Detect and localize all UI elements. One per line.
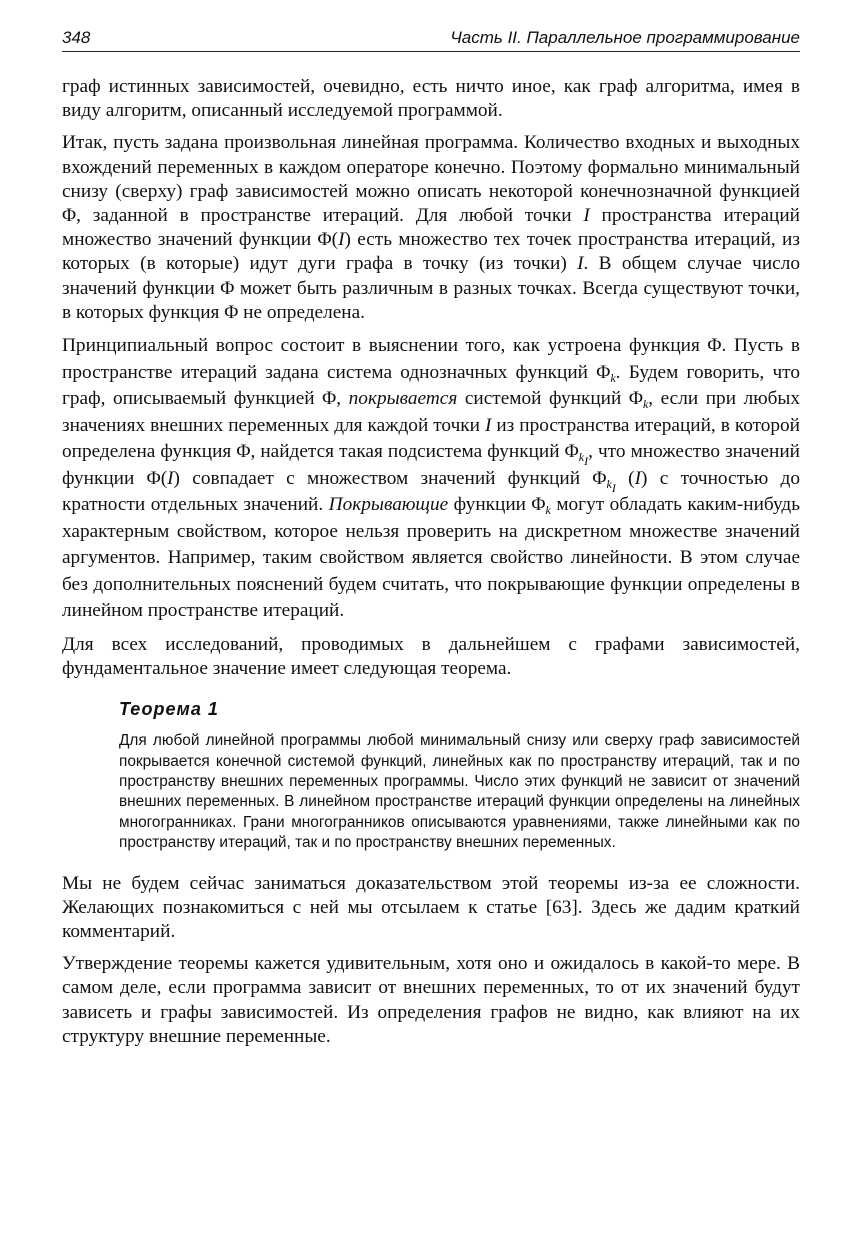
text-run: ( xyxy=(615,467,635,489)
running-title: Часть II. Параллельное программирование xyxy=(450,28,800,47)
paragraph-5: Мы не будем сейчас заниматься доказательством этой теоремы из-за ее сложности. Желающих познакомиться с ней мы отсылаем к статье [63]. Здесь же дадим краткий комментарий. xyxy=(62,872,800,942)
paragraph-3 xyxy=(62,333,800,625)
paragraph-4: Для всех исследований, проводимых в дальнейшем с графами зависимостей, фундаментальное значение имеет следующая теорема. xyxy=(62,633,800,679)
subscript-kI xyxy=(606,476,616,495)
book-page xyxy=(62,28,800,1057)
page-number: 348 xyxy=(62,28,91,47)
body-text xyxy=(62,75,800,1049)
var-I: I xyxy=(338,229,345,251)
text-run: ) есть множество тех точек пространства итераций, из которых (в которые) идут дуги графа в точку (из точки) xyxy=(62,229,800,275)
text-run: системой функций Φ xyxy=(457,388,643,410)
paragraph-1: граф истинных зависимостей, очевидно, есть ничто иное, как граф алгоритма, имея в виду алгоритм, описанный исследуемой программой. xyxy=(62,76,800,122)
text-run: Итак, пусть задана произвольная линейная программа. Количество входных и выходных вхождений переменных в каждом операторе конечно. Поэтому формально минимальный снизу (сверху) граф зависимостей можно описать некоторой конечнозначной функцией Φ, заданной в пространстве итераций. Для любой точки xyxy=(62,132,800,227)
var-I: I xyxy=(167,467,174,489)
subscript-I: I xyxy=(611,480,616,495)
subscript-k: k xyxy=(610,370,616,385)
subscript-kI xyxy=(578,450,589,469)
paragraph-6: Утверждение теоремы кажется удивительным, хотя оно и ожидалось в какой-то мере. В самом деле, если программа зависит от внешних переменных, то от их значений будут зависеть и графы зависимостей. Из определения графов не видно, как влияют на их структуру внешние переменные. xyxy=(62,953,800,1047)
text-run: , что множество значений функции Φ( xyxy=(62,441,800,489)
subscript-I: I xyxy=(584,454,589,469)
emphasis-term: покрывается xyxy=(348,388,458,410)
subscript-k: k xyxy=(545,503,551,518)
emphasis-term: Покрывающие xyxy=(328,494,449,516)
var-I: I xyxy=(484,414,492,436)
text-run: . В общем случае число значений функции Φ может быть различным в разных точках. Всегда существуют точки, в которых функция Φ не определена. xyxy=(62,253,800,323)
var-I: I xyxy=(583,205,590,227)
var-I: I xyxy=(577,253,584,275)
theorem-text: Для любой линейной программы любой минимальный снизу или сверху граф зависимостей покрывается конечной системой функций, линейных как по пространству итераций, так и по пространству внешних переменных программы. Число этих функций не зависит от значений внешних переменных. В линейном пространстве итераций функции определены на линейных многогранниках. Грани многогранников описываются уравнениями, также линейными как по пространству итераций, так и по пространству внешних переменных. xyxy=(119,732,800,852)
paragraph-2 xyxy=(62,131,800,325)
text-run: . Будем говорить, что граф, описываемый функцией Φ, xyxy=(62,361,800,410)
text-run: , если при любых значениях внешних переменных для каждой точки xyxy=(62,388,801,436)
theorem-block xyxy=(119,697,800,854)
theorem-title: Теорема 1 xyxy=(119,698,219,719)
running-header xyxy=(62,28,800,52)
subscript-k: k xyxy=(606,476,612,491)
text-run: могут обладать каким-нибудь характерным свойством, которое нельзя проверить на дискретном множестве значений аргументов. Например, таким свойством является свойство линейности. В этом случае без дополнительных пояснений будем считать, что покрывающие функции определены в линейном пространстве итераций. xyxy=(62,494,801,622)
subscript-k: k xyxy=(642,397,649,412)
text-run: из пространства итераций, в которой определена функция Φ, найдется такая подсистема функций Φ xyxy=(62,414,801,463)
text-run: Принципиальный вопрос состоит в выяснении того, как устроена функция Φ. Пусть в пространстве итераций задана система однозначных функций Φ xyxy=(62,335,800,383)
text-run: ) совпадает с множеством значений функций Φ xyxy=(173,467,607,489)
subscript-k: k xyxy=(578,450,585,465)
text-run: пространства итераций множество значений функции Φ( xyxy=(62,205,800,251)
text-run: ) с точностью до кратности отдельных значений. xyxy=(62,467,800,516)
var-I: I xyxy=(634,467,641,489)
text-run: функции Φ xyxy=(448,494,546,516)
